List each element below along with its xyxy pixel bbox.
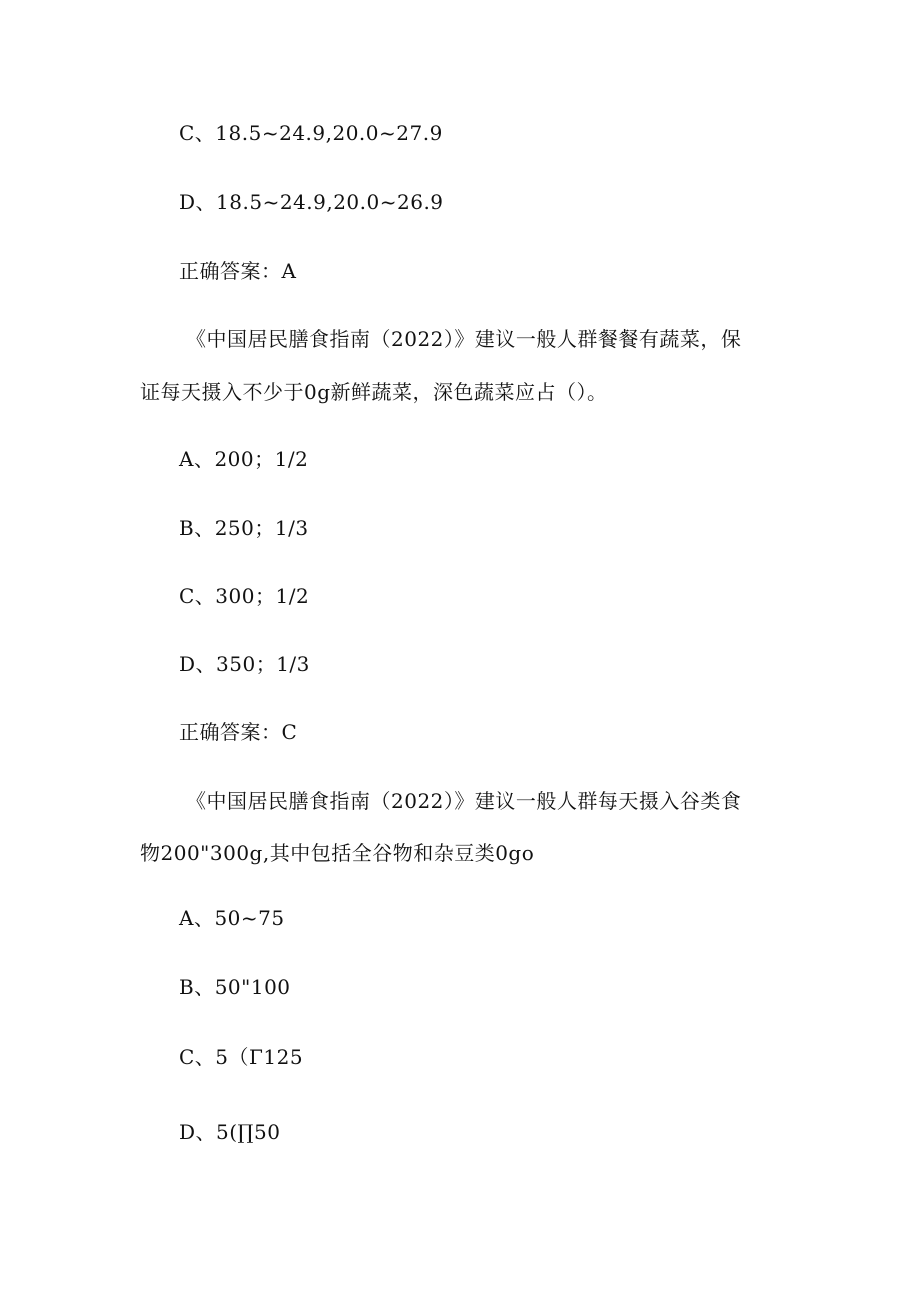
option-c-bmi-range: C、18.5~24.9,20.0~27.9: [179, 121, 443, 145]
option-a-grains: A、50~75: [179, 906, 285, 930]
question-grains-line-2: 物200"300g,其中包括全谷物和杂豆类0go: [140, 841, 535, 865]
option-d-grains: D、5(∏50: [179, 1120, 281, 1144]
option-b-vegetables: B、250；1/3: [179, 516, 309, 540]
question-vegetables-line-2: 证每天摄入不少于0g新鲜蔬菜，深色蔬菜应占（）。: [140, 380, 608, 404]
question-grains-line-1: 《中国居民膳食指南（2022）》建议一般人群每天摄入谷类食: [186, 789, 742, 813]
option-d-vegetables: D、350；1/3: [179, 652, 310, 676]
option-c-vegetables: C、300；1/2: [179, 584, 310, 608]
option-c-grains: C、5（Γ125: [179, 1045, 304, 1069]
option-a-vegetables: A、200；1/2: [179, 447, 309, 471]
correct-answer-1: 正确答案：A: [179, 259, 297, 283]
option-d-bmi-range: D、18.5~24.9,20.0~26.9: [179, 190, 444, 214]
question-vegetables-line-1: 《中国居民膳食指南（2022）》建议一般人群餐餐有蔬菜，保: [186, 327, 742, 351]
option-b-grains: B、50"100: [179, 975, 291, 999]
correct-answer-2: 正确答案：C: [179, 720, 298, 744]
